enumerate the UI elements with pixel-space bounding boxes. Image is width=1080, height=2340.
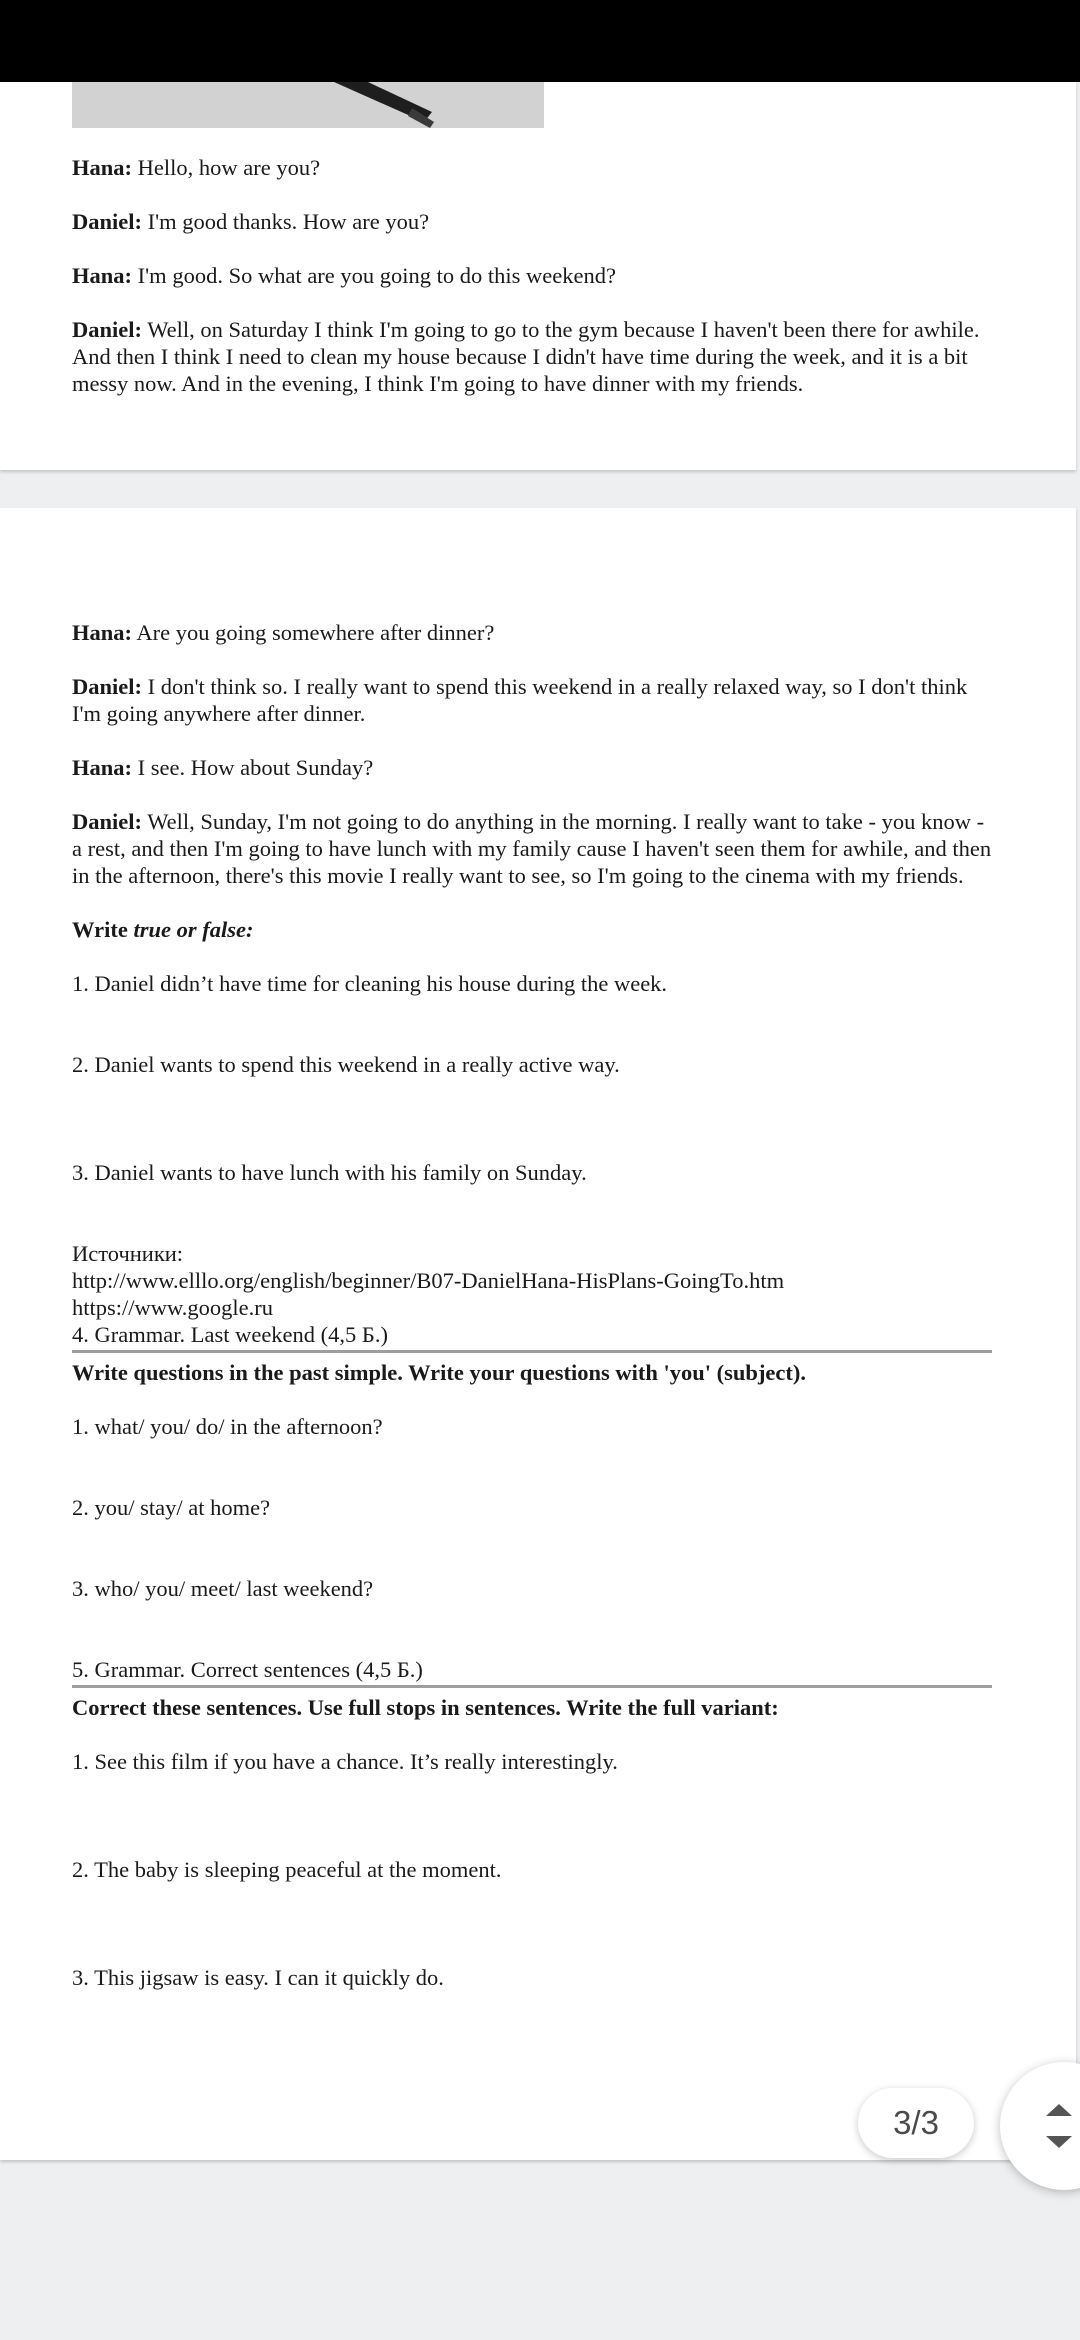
- line-text: I see. How about Sunday?: [132, 755, 374, 780]
- task3-item: 1. Daniel didn’t have time for cleaning his house during the week.: [72, 971, 668, 996]
- line-text: Hello, how are you?: [132, 155, 321, 180]
- document-page-2: [0, 82, 1076, 470]
- task4-title: 4. Grammar. Last weekend (4,5 Б.): [72, 1322, 388, 1347]
- sources-label: Источники:: [72, 1241, 184, 1266]
- speaker-name: Hana:: [72, 155, 133, 180]
- status-bar: [0, 0, 1080, 82]
- line-text: I don't think so. I really want to spend this weekend in a really relaxed way, so I don't think I'm going anywhere after dinner.: [72, 674, 968, 726]
- page-indicator: 3/3: [858, 2088, 974, 2158]
- task5-item: 3. This jigsaw is easy. I can it quickly do.: [72, 1965, 444, 1990]
- section-divider: [72, 1350, 992, 1353]
- speaker-name: Daniel:: [72, 674, 142, 699]
- speaker-name: Hana:: [72, 620, 133, 645]
- speaker-name: Daniel:: [72, 209, 142, 234]
- line-text: Well, Sunday, I'm not going to do anything in the morning. I really want to take - you know - a rest, and then I'm going to have lunch with my family cause I haven't seen them for awhile, and then in the afternoon, there's this movie I really want to see, so I'm going to the cinema with my friends.: [72, 809, 992, 888]
- speaker-name: Hana:: [72, 263, 133, 288]
- up-down-arrows-icon: [1042, 2098, 1076, 2154]
- speaker-name: Daniel:: [72, 809, 142, 834]
- line-text: Well, on Saturday I think I'm going to go to the gym because I haven't been there for awhile. And then I think I need to clean my house because I didn't have time during the week, and it is a bit messy now. And in the evening, I think I'm going to have dinner with my friends.: [72, 317, 980, 396]
- dialogue-line: [72, 262, 992, 289]
- dialogue-line: [72, 808, 992, 889]
- document-page-3: [0, 508, 1076, 2160]
- source-link[interactable]: http://www.elllo.org/english/beginner/B07-DanielHana-HisPlans-GoingTo.htm: [72, 1268, 785, 1293]
- dialogue-line: [72, 619, 992, 646]
- task5-title: 5. Grammar. Correct sentences (4,5 Б.): [72, 1657, 423, 1682]
- task5-item: 1. See this film if you have a chance. It’s really interestingly.: [72, 1749, 618, 1774]
- dialogue-line: [72, 316, 992, 397]
- section-divider: [72, 1685, 992, 1688]
- line-text: I'm good thanks. How are you?: [142, 209, 430, 234]
- task3-item: 2. Daniel wants to spend this weekend in a really active way.: [72, 1052, 620, 1077]
- task4-instruction: Write questions in the past simple. Write your questions with 'you' (subject).: [72, 1360, 807, 1385]
- task5-item: 2. The baby is sleeping peaceful at the moment.: [72, 1857, 502, 1882]
- photo-image: [72, 82, 544, 128]
- speaker-name: Daniel:: [72, 317, 142, 342]
- speaker-name: Hana:: [72, 755, 133, 780]
- task5-instruction: Correct these sentences. Use full stops in sentences. Write the full variant:: [72, 1695, 779, 1720]
- task4-item: 3. who/ you/ meet/ last weekend?: [72, 1576, 374, 1601]
- task3-instruction-prefix: Write: [72, 917, 134, 942]
- line-text: Are you going somewhere after dinner?: [132, 620, 495, 645]
- task4-item: 1. what/ you/ do/ in the afternoon?: [72, 1414, 383, 1439]
- dialogue-line: [72, 754, 992, 781]
- dialogue-line: [72, 154, 992, 181]
- line-text: I'm good. So what are you going to do this weekend?: [132, 263, 616, 288]
- task4-item: 2. you/ stay/ at home?: [72, 1495, 271, 1520]
- dialogue-line: [72, 673, 992, 727]
- source-link[interactable]: https://www.google.ru: [72, 1295, 274, 1320]
- task3-item: 3. Daniel wants to have lunch with his family on Sunday.: [72, 1160, 587, 1185]
- task3-instruction-emphasis: true or false:: [133, 917, 254, 942]
- dialogue-line: [72, 208, 992, 235]
- task3-instruction: [72, 916, 992, 943]
